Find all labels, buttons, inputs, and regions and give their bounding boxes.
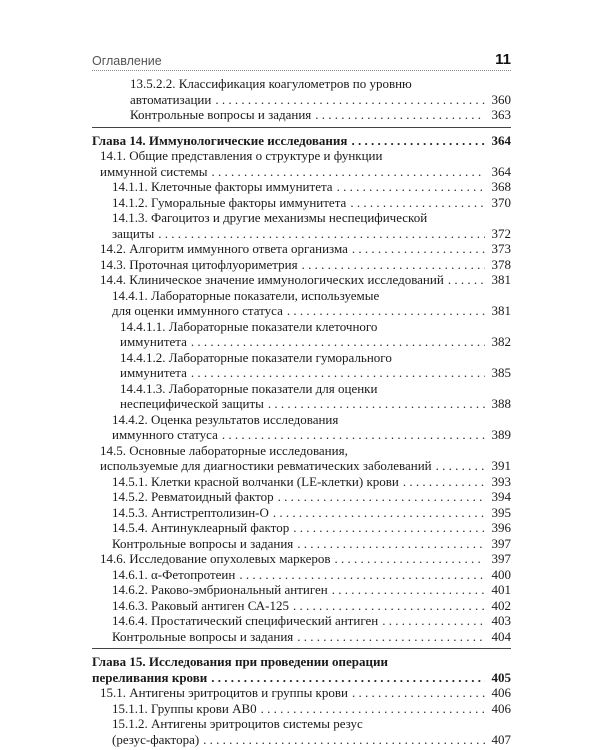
toc-page-number: 400 bbox=[491, 566, 511, 582]
dot-leader bbox=[215, 92, 485, 108]
toc-page-number: 405 bbox=[491, 669, 511, 685]
running-title: Оглавление bbox=[92, 54, 162, 68]
toc-entry-text: 14.6. Исследование опухолевых маркеров bbox=[100, 551, 331, 566]
toc-entry[interactable] bbox=[92, 179, 511, 195]
dot-leader bbox=[337, 179, 485, 195]
toc-page-number: 402 bbox=[491, 597, 511, 613]
toc-page-number: 397 bbox=[491, 551, 511, 566]
toc-entry-text: 14.3. Проточная цитофлуориметрия bbox=[100, 256, 298, 272]
toc-entry[interactable] bbox=[92, 520, 511, 536]
toc-entry-text: 14.5. Основные лабораторные исследования, bbox=[100, 442, 348, 458]
toc-entry-text: автоматизации bbox=[130, 91, 212, 107]
toc-entry[interactable] bbox=[92, 701, 511, 717]
toc-entry-text: 14.2. Алгоритм иммунного ответа организма bbox=[100, 241, 348, 256]
toc-page-number: 404 bbox=[491, 628, 511, 644]
toc-page-number: 378 bbox=[491, 256, 511, 272]
dot-leader bbox=[315, 107, 485, 123]
toc-entry-text: 14.5.1. Клетки красной волчанки (LE-клетки) крови bbox=[112, 473, 399, 489]
toc-entry-text: 15.1.2. Антигены эритроцитов системы резус bbox=[112, 716, 363, 731]
toc-page-number: 397 bbox=[491, 535, 511, 551]
dot-leader bbox=[332, 582, 485, 598]
toc-entry-text: 14.5.4. Антинуклеарный фактор bbox=[112, 520, 290, 535]
toc-entry-text: 14.5.2. Ревматоидный фактор bbox=[112, 489, 274, 504]
toc-entry[interactable] bbox=[92, 76, 511, 107]
dot-leader bbox=[297, 536, 485, 552]
toc-page-number: 388 bbox=[491, 396, 511, 411]
toc-entry-text: 14.6.4. Простатический специфический антиген bbox=[112, 613, 379, 628]
toc-entry-text: иммунитета bbox=[120, 334, 187, 349]
toc-page-number: 401 bbox=[491, 582, 511, 597]
toc-entry[interactable] bbox=[92, 551, 511, 567]
toc-entry[interactable] bbox=[92, 210, 511, 241]
toc-page-number: 364 bbox=[491, 163, 511, 179]
toc-entry[interactable] bbox=[92, 319, 511, 350]
toc-page-number: 403 bbox=[491, 613, 511, 628]
dot-leader bbox=[203, 732, 485, 748]
toc-entry[interactable] bbox=[92, 613, 511, 629]
toc-entry-text: Контрольные вопросы и задания bbox=[130, 107, 312, 122]
toc-entry[interactable] bbox=[92, 716, 511, 747]
toc-entry[interactable] bbox=[92, 272, 511, 288]
toc-page-number: 407 bbox=[491, 731, 511, 747]
dot-leader bbox=[268, 396, 485, 412]
toc-entry[interactable] bbox=[92, 489, 511, 505]
toc-page-number: 394 bbox=[491, 489, 511, 504]
dot-leader bbox=[211, 670, 485, 686]
dot-leader bbox=[335, 551, 485, 567]
toc-page-number: 373 bbox=[491, 241, 511, 256]
toc-entry-text: защиты bbox=[112, 225, 155, 241]
toc-entry-text: 14.6.1. α-Фетопротеин bbox=[112, 566, 236, 582]
toc-entry[interactable] bbox=[92, 257, 511, 273]
toc-page-number: 393 bbox=[491, 473, 511, 489]
toc-entry[interactable] bbox=[92, 474, 511, 490]
dot-leader bbox=[287, 303, 485, 319]
toc-entry-text: 14.4.1. Лабораторные показатели, используемые bbox=[112, 287, 380, 303]
page-number: 11 bbox=[495, 51, 511, 68]
toc-entry-text: Контрольные вопросы и задания bbox=[112, 535, 294, 551]
toc-entry-text: 13.5.2.2. Классификация коагулометров по уровню bbox=[130, 76, 412, 91]
dot-leader bbox=[239, 567, 485, 583]
toc-entry-text: 14.1.1. Клеточные факторы иммунитета bbox=[112, 179, 333, 194]
toc-entry[interactable] bbox=[92, 443, 511, 474]
toc-entry[interactable] bbox=[92, 412, 511, 443]
toc-entry-text: для оценки иммунного статуса bbox=[112, 303, 283, 318]
dot-leader bbox=[448, 272, 485, 288]
toc-entry[interactable] bbox=[92, 148, 511, 179]
dot-leader bbox=[278, 489, 485, 505]
dot-leader bbox=[222, 427, 485, 443]
dot-leader bbox=[352, 685, 485, 701]
toc-entry-text: 14.1.2. Гуморальные факторы иммунитета bbox=[112, 194, 347, 210]
chapter-divider bbox=[92, 127, 511, 128]
dot-leader bbox=[351, 133, 485, 149]
toc-entry[interactable] bbox=[92, 288, 511, 319]
toc-entry-text: переливания крови bbox=[92, 669, 208, 685]
toc-entry-text: 14.4.1.1. Лабораторные показатели клеточного bbox=[120, 318, 378, 334]
toc-chapter-entry[interactable] bbox=[92, 654, 511, 685]
toc-entry[interactable] bbox=[92, 195, 511, 211]
toc-entry[interactable] bbox=[92, 629, 511, 645]
toc-entry-text: 14.4.1.2. Лабораторные показатели гуморального bbox=[120, 349, 392, 365]
toc-page-number: 381 bbox=[491, 272, 511, 287]
toc-page-number: 406 bbox=[491, 685, 511, 700]
dot-leader bbox=[436, 458, 485, 474]
toc-entry-text: 14.1.3. Фагоцитоз и другие механизмы неспецифической bbox=[112, 210, 428, 225]
chapter-divider bbox=[92, 648, 511, 649]
toc-entry[interactable] bbox=[92, 582, 511, 598]
toc-page-number: 382 bbox=[491, 334, 511, 349]
dot-leader bbox=[297, 629, 485, 645]
page-header bbox=[92, 46, 511, 71]
toc-page-number: 406 bbox=[491, 700, 511, 716]
toc-entry-text: 14.4. Клиническое значение иммунологических исследований bbox=[100, 272, 444, 287]
toc-entry-text: Глава 14. Иммунологические исследования bbox=[92, 132, 348, 148]
dot-leader bbox=[302, 257, 485, 273]
toc-page-number: 385 bbox=[491, 365, 511, 380]
dot-leader bbox=[403, 474, 485, 490]
toc-entry[interactable] bbox=[92, 505, 511, 521]
toc-page-number: 381 bbox=[491, 303, 511, 318]
toc-entry[interactable] bbox=[92, 598, 511, 614]
toc-entry-text: Глава 15. Исследования при проведении операции bbox=[92, 654, 388, 669]
toc-entry[interactable] bbox=[92, 536, 511, 552]
dot-leader bbox=[350, 195, 485, 211]
toc-entry-text: иммунного статуса bbox=[112, 427, 218, 442]
dot-leader bbox=[261, 701, 485, 717]
toc-entry-text: иммунной системы bbox=[100, 163, 208, 179]
toc-entry-text: (резус-фактора) bbox=[112, 731, 200, 747]
toc-entry-text: 14.4.1.3. Лабораторные показатели для оценки bbox=[120, 380, 378, 396]
toc-entry[interactable] bbox=[92, 107, 511, 123]
dot-leader bbox=[211, 164, 485, 180]
toc-page-number: 370 bbox=[491, 194, 511, 210]
dot-leader bbox=[191, 334, 485, 350]
dot-leader bbox=[293, 520, 485, 536]
toc-page-number: 360 bbox=[491, 91, 511, 107]
dot-leader bbox=[382, 613, 485, 629]
toc-entry[interactable] bbox=[92, 685, 511, 701]
dot-leader bbox=[293, 598, 485, 614]
toc-chapter-entry[interactable] bbox=[92, 133, 511, 149]
toc-entry[interactable] bbox=[92, 381, 511, 412]
toc-entry-text: 14.4.2. Оценка результатов исследования bbox=[112, 411, 339, 427]
toc-page-number: 363 bbox=[491, 107, 511, 122]
dot-leader bbox=[191, 365, 485, 381]
toc-page-number: 395 bbox=[491, 504, 511, 520]
toc-entry[interactable] bbox=[92, 567, 511, 583]
toc-entry-text: используемые для диагностики ревматических заболеваний bbox=[100, 458, 432, 473]
dot-leader bbox=[352, 241, 485, 257]
toc-page-number: 368 bbox=[491, 179, 511, 194]
dot-leader bbox=[273, 505, 485, 521]
toc-entry-text: 14.5.3. Антистрептолизин-О bbox=[112, 504, 269, 520]
toc-page-number: 396 bbox=[491, 520, 511, 535]
toc-entry-text: иммунитета bbox=[120, 365, 187, 380]
toc-page-number: 372 bbox=[491, 225, 511, 241]
toc-entry-text: 14.6.3. Раковый антиген СА-125 bbox=[112, 597, 289, 613]
toc-entry-text: 15.1.1. Группы крови АВ0 bbox=[112, 700, 257, 716]
toc-entry-text: 15.1. Антигены эритроцитов и группы крови bbox=[100, 685, 348, 700]
toc-entry[interactable] bbox=[92, 241, 511, 257]
table-of-contents bbox=[92, 76, 511, 747]
toc-page-number: 391 bbox=[491, 458, 511, 473]
dot-leader bbox=[158, 226, 485, 242]
toc-entry-text: Контрольные вопросы и задания bbox=[112, 628, 294, 644]
toc-entry-text: 14.6.2. Раково-эмбриональный антиген bbox=[112, 582, 328, 597]
toc-entry-text: неспецифической защиты bbox=[120, 396, 264, 411]
toc-entry[interactable] bbox=[92, 350, 511, 381]
toc-page-number: 364 bbox=[491, 132, 511, 148]
toc-entry-text: 14.1. Общие представления о структуре и функции bbox=[100, 148, 383, 163]
toc-page-number: 389 bbox=[491, 427, 511, 442]
